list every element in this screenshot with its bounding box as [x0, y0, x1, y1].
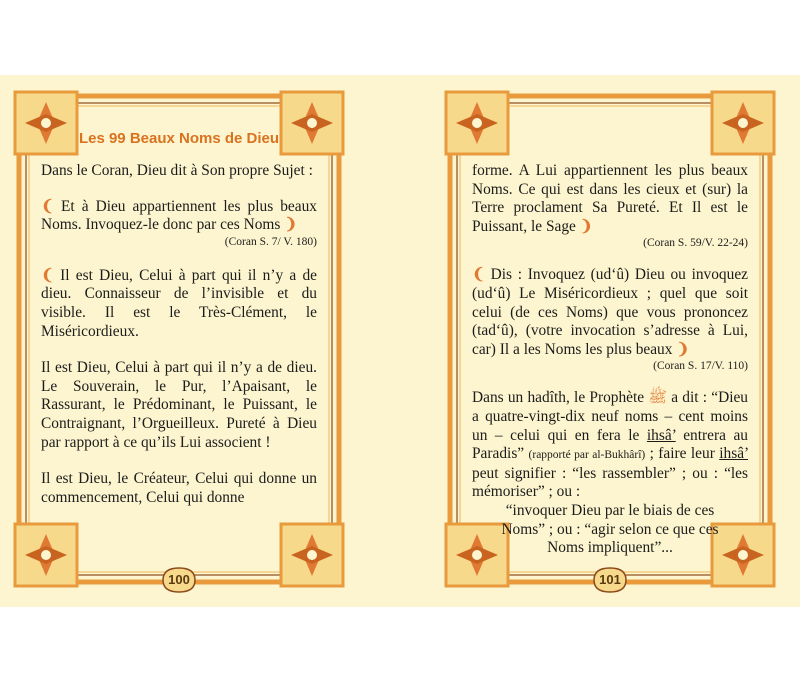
paragraph-text: Il est Dieu, Celui à part qui il n’y a de dieu. Connaisseur de l’invisible et du visible. Il est le Très-Clément, le Miséricordieux. — [41, 266, 317, 340]
quote-text: forme. A Lui appartiennent les plus beaux Noms. Ce qui est dans les cieux et (sur) la Terre proclament Sa Pureté. Et Il est le Puissant, le Sage — [472, 162, 748, 235]
ihsa-term: ihsâ’ — [719, 445, 749, 463]
quote-open-ornament: ❨ — [41, 197, 54, 215]
quote-paragraph — [41, 198, 317, 235]
hadith-text: ; faire leur — [649, 445, 715, 463]
quote-paragraph — [472, 266, 748, 359]
quote-close-ornament: ❩ — [676, 340, 690, 358]
quote-text: Et à Dieu appartiennent les plus beaux Noms. Invoquez-le donc par ces Noms — [41, 197, 317, 234]
left-page-text — [41, 162, 317, 507]
corner-ornament — [281, 524, 343, 586]
hadith-text: peut signifier : “les rassembler” ; ou : “les mémoriser” ; ou : — [472, 464, 748, 501]
hadith-text: entrera au Paradis” — [472, 426, 748, 463]
quote-reference: (Coran S. 17/V. 110) — [653, 360, 748, 373]
page-header-title: Les 99 Beaux Noms de Dieu — [78, 130, 280, 147]
corner-ornament — [446, 92, 508, 154]
quote-reference: (Coran S. 59/V. 22-24) — [643, 237, 748, 250]
quote-close-ornament: ❩ — [284, 216, 298, 234]
ihsa-term: ihsâ’ — [646, 426, 676, 444]
salla-icon: ﷺ — [648, 389, 667, 407]
paragraph — [41, 267, 317, 341]
right-page — [444, 90, 776, 588]
corner-ornament — [15, 524, 77, 586]
quote-paragraph — [472, 162, 748, 236]
page-number: 101 — [599, 572, 621, 587]
quote-reference: (Coran S. 7/ V. 180) — [224, 235, 317, 248]
hadith-text: Dans un hadîth, le Prophète — [472, 389, 645, 407]
right-page-text — [472, 162, 748, 558]
hadith-paragraph — [472, 389, 748, 502]
paragraph: Il est Dieu, Celui à part qui il n’y a de dieu. Le Souverain, le Pur, l’Apaisant, le Rassurant, le Prédominant, le Puissant, le Contraignant, l’Orgueilleux. Pureté à Dieu par rapport à ce qu’ils Lui associent ! — [41, 359, 317, 451]
paragraph: Dans le Coran, Dieu dit à Son propre Sujet : — [41, 162, 313, 179]
quote-open-ornament: ❨ — [472, 266, 485, 284]
quote-text: Dis : Invoquez (ud‘û) Dieu ou invoquez (ud‘û) Le Miséricordieux ; quel que soit celui (de ces Noms) que vous prononcez (tad‘û), (votre invocation s’adresse à Lui, car) Il a les Noms les plus beaux — [472, 266, 748, 358]
paragraph: Il est Dieu, le Créateur, Celui qui donne un commencement, Celui qui donne — [41, 470, 317, 506]
hadith-source: (rapporté par al-Bukhârî) — [528, 449, 646, 462]
hadith-continuation: “invoquer Dieu par le biais de ces Noms” ; ou : “agir selon ce que ces Noms impliquent”... — [501, 501, 719, 557]
hadith-text: a dit : “Dieu a quatre-vingt-dix neuf noms – cent moins un – celui qui en fera le — [472, 389, 748, 444]
corner-ornament — [712, 92, 774, 154]
page-number: 100 — [168, 572, 190, 587]
left-page — [13, 90, 345, 588]
quote-open-ornament: ❨ — [41, 266, 54, 284]
quote-close-ornament: ❩ — [579, 217, 593, 235]
